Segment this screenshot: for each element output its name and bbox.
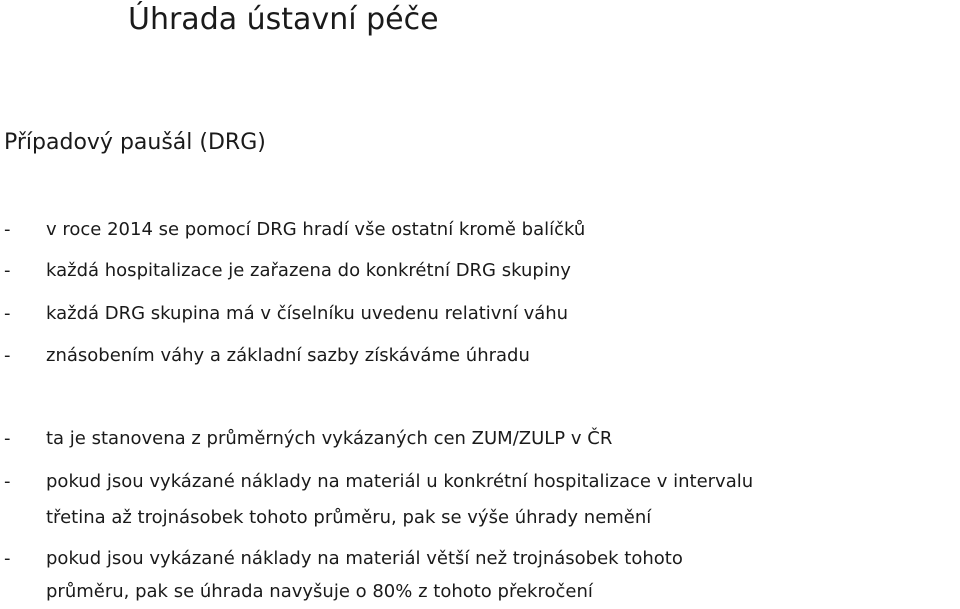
bullet-dash: - [4, 345, 11, 366]
bullet-text: pokud jsou vykázané náklady na materiál u konkrétní hospitalizace v intervalu [46, 471, 754, 492]
bullet-text: ta je stanovena z průměrných vykázaných cen ZUM/ZULP v ČR [46, 428, 613, 449]
bullet-text: v roce 2014 se pomocí DRG hradí vše ostatní kromě balíčků [46, 219, 586, 240]
bullet-dash: - [4, 471, 11, 492]
bullet-dash: - [4, 428, 11, 449]
bullet-text: každá DRG skupina má v číselníku uvedenu relativní váhu [46, 303, 569, 324]
bullet-text: třetina až trojnásobek tohoto průměru, pak se výše úhrady nemění [46, 507, 652, 528]
bullet-text: průměru, pak se úhrada navyšuje o 80% z tohoto překročení [46, 581, 593, 602]
section-heading: Případový paušál (DRG) [4, 130, 266, 155]
bullet-dash: - [4, 303, 11, 324]
bullet-text: znásobením váhy a základní sazby získáváme úhradu [46, 345, 530, 366]
bullet-text: pokud jsou vykázané náklady na materiál větší než trojnásobek tohoto [46, 548, 683, 569]
bullet-dash: - [4, 219, 11, 240]
slide-title: Úhrada ústavní péče [128, 2, 439, 37]
bullet-text: každá hospitalizace je zařazena do konkrétní DRG skupiny [46, 260, 571, 281]
bullet-dash: - [4, 260, 11, 281]
bullet-dash: - [4, 548, 11, 569]
